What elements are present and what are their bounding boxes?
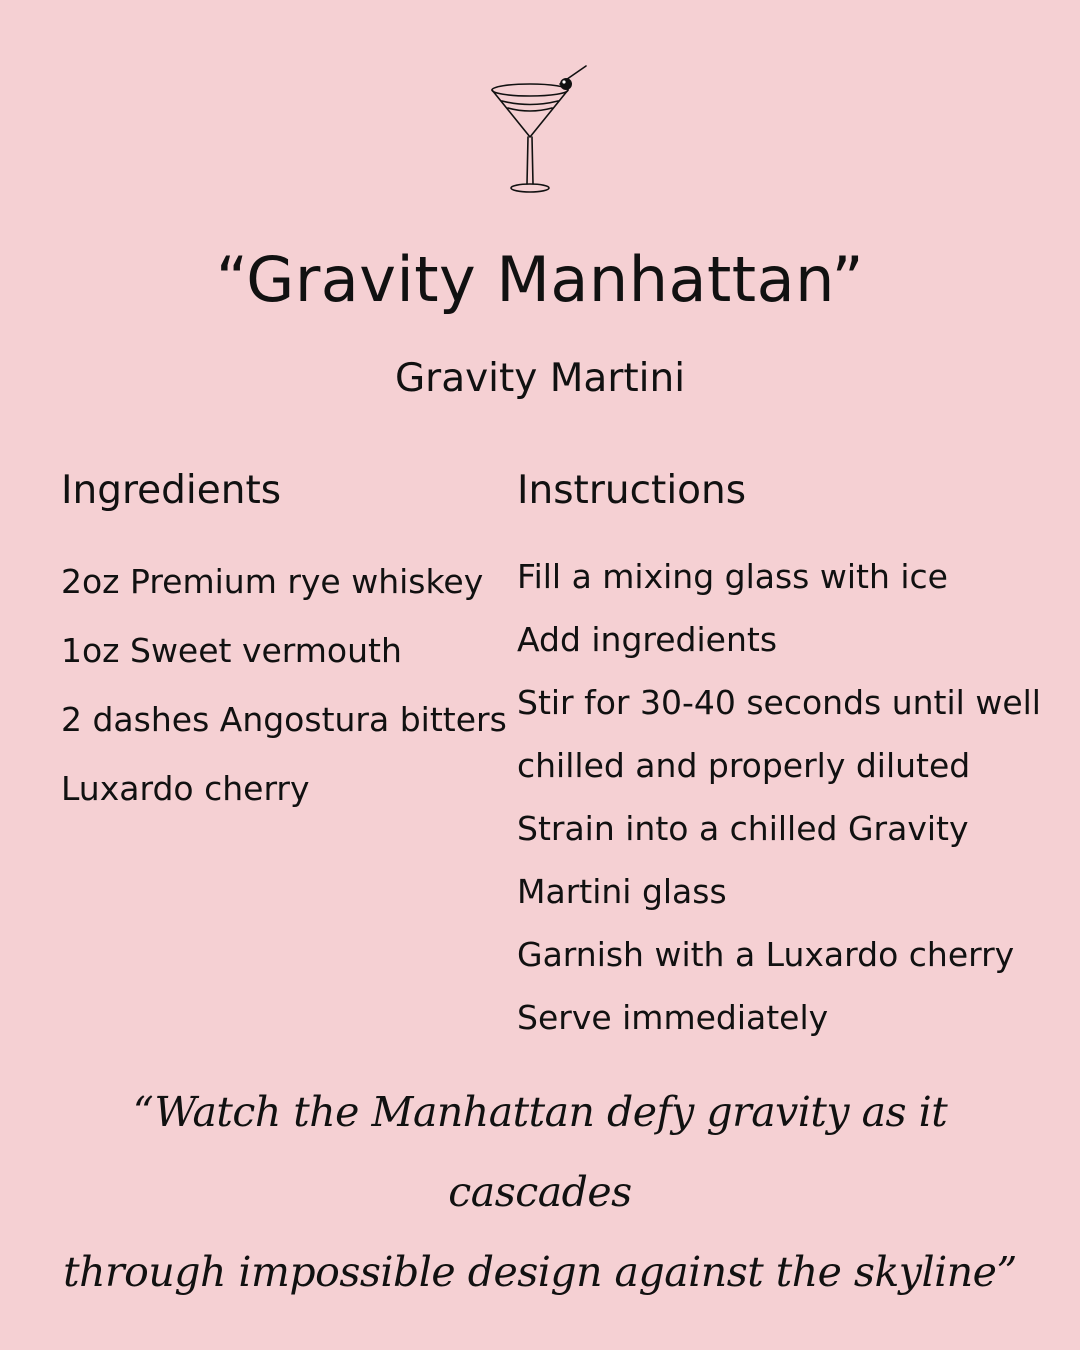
instruction-line: Fill a mixing glass with ice (517, 557, 948, 596)
instruction-line: Strain into a chilled Gravity (517, 809, 969, 848)
instruction-line: Martini glass (517, 872, 727, 911)
instruction-line: Serve immediately (517, 998, 829, 1037)
ingredient-item: 2 dashes Angostura bitters (61, 700, 507, 739)
quote-line: through impossible design against the skyline” (63, 1248, 1017, 1296)
instruction-line: Add ingredients (517, 620, 778, 659)
ingredient-item: 2oz Premium rye whiskey (61, 562, 484, 601)
instructions-list (517, 545, 1057, 1049)
instruction-line: Stir for 30-40 seconds until well (517, 683, 1041, 722)
martini-glass-icon (486, 62, 590, 196)
quote-line: “Watch the Manhattan defy gravity as it cascades (132, 1088, 948, 1216)
ingredient-item: 1oz Sweet vermouth (61, 631, 402, 670)
instruction-line: chilled and properly diluted (517, 746, 971, 785)
instructions-heading: Instructions (517, 468, 747, 513)
instruction-line: Garnish with a Luxardo cherry (517, 935, 1015, 974)
ingredient-item: Luxardo cherry (61, 769, 310, 808)
ingredients-list (61, 547, 507, 823)
glass-subtitle: Gravity Martini (394, 356, 686, 401)
cocktail-title: “Gravity Manhattan” (215, 243, 865, 316)
tagline-quote (40, 1072, 1040, 1312)
ingredients-heading: Ingredients (61, 468, 282, 513)
